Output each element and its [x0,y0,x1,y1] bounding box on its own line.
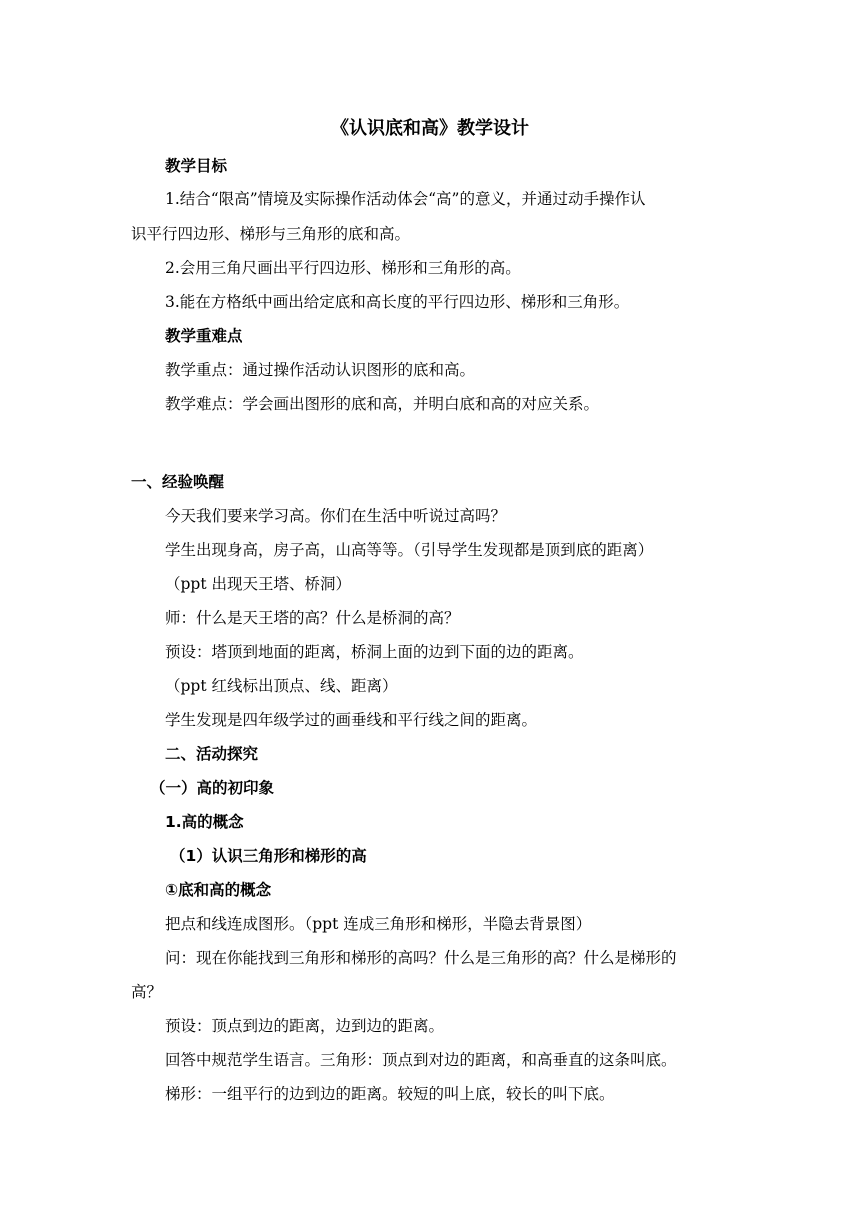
paragraph-4: 师：什么是天王塔的高？什么是桥洞的高？ [165,609,460,627]
key-points-heading: 教学重难点 [165,327,243,345]
objective-1-line-1: 1.结合“限高”情境及实际操作活动体会“高”的意义，并通过动手操作认 [165,190,646,208]
section-1-heading: 一、经验唤醒 [131,473,225,491]
subsection-heading-4: ①底和高的概念 [165,881,272,899]
objective-1-line-2: 识平行四边形、梯形与三角形的底和高。 [131,225,411,243]
paragraph-5: 预设：塔顶到地面的距离，桥洞上面的边到下面的边的距离。 [165,643,584,661]
section-2-heading: 二、活动探究 [165,745,259,763]
document-title: 《认识底和高》教学设计 [331,118,529,139]
paragraph-7: 学生发现是四年级学过的画垂线和平行线之间的距离。 [165,711,538,729]
difficult-point: 教学难点：学会画出图形的底和高，并明白底和高的对应关系。 [165,395,600,413]
paragraph-1: 今天我们要来学习高。你们在生活中听说过高吗？ [165,507,507,525]
paragraph-9-line-1: 问：现在你能找到三角形和梯形的高吗？什么是三角形的高？什么是梯形的 [165,949,677,967]
key-point: 教学重点：通过操作活动认识图形的底和高。 [165,361,476,379]
objectives-heading: 教学目标 [165,157,228,175]
paragraph-11: 回答中规范学生语言。三角形：顶点到对边的距离，和高垂直的这条叫底。 [165,1051,677,1069]
paragraph-12: 梯形：一组平行的边到边的距离。较短的叫上底，较长的叫下底。 [165,1085,615,1103]
paragraph-2: 学生出现身高，房子高，山高等等。（引导学生发现都是顶到底的距离） [165,541,654,559]
subsection-heading-1: （一）高的初印象 [150,779,275,797]
paragraph-10: 预设：顶点到边的距离，边到边的距离。 [165,1017,445,1035]
subsection-heading-3: （1）认识三角形和梯形的高 [170,847,367,865]
objective-3: 3.能在方格纸中画出给定底和高长度的平行四边形、梯形和三角形。 [165,293,630,311]
paragraph-8: 把点和线连成图形。（ppt 连成三角形和梯形，半隐去背景图） [165,915,592,933]
paragraph-3: （ppt 出现天王塔、桥洞） [165,575,352,593]
objective-2: 2.会用三角尺画出平行四边形、梯形和三角形的高。 [165,259,521,277]
subsection-heading-2: 1.高的概念 [165,813,244,831]
paragraph-6: （ppt 红线标出顶点、线、距离） [165,677,398,695]
paragraph-9-line-2: 高？ [131,983,163,1001]
